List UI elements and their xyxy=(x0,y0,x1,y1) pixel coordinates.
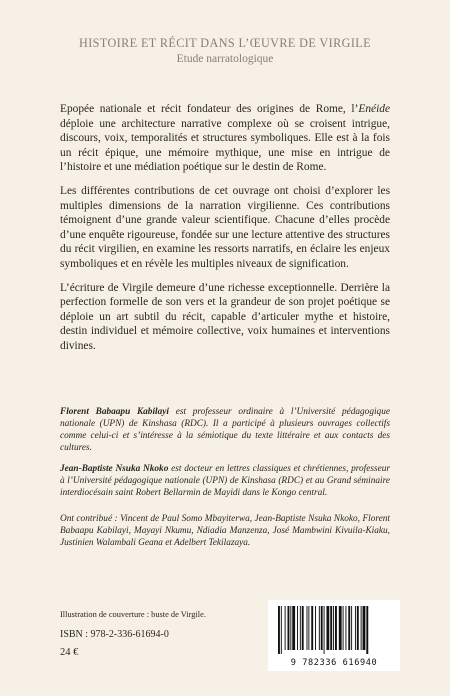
summary-paragraph-2: Les différentes contributions de cet ouvrage ont choisi d’explorer les multiples dimensions de la narration virgilienne. Ces contributions témoignent d’une grande valeur scientifique. Chacune d’elles procède d’une enquête rigoureuse, fondée sur une lecture attentive des structures du récit virgilien, en examine les ressorts narratifs, en éclaire les enjeux symboliques et en révèle les multiples niveaux de signification. xyxy=(60,184,390,270)
barcode-bar xyxy=(308,606,309,650)
barcode-bar xyxy=(357,606,359,650)
barcode-bar xyxy=(351,606,352,650)
barcode-bar xyxy=(363,606,366,650)
barcode xyxy=(268,600,400,671)
barcode-bar xyxy=(339,606,342,650)
barcode-bar xyxy=(281,606,282,654)
author-bios xyxy=(60,406,390,558)
barcode-bar xyxy=(315,606,316,650)
barcode-bar xyxy=(321,606,323,650)
summary-paragraph-1 xyxy=(60,102,390,175)
work-title-eneide: Enéide xyxy=(358,103,390,115)
author-2-bio: est docteur en lettres classiques et chrétiennes, professeur à l’Université pédagogique nationale (UPN) de Kinshasa (RDC) et au Grand séminaire interdiocésain saint Robert Bellarmin de Mayidi dans le Kongo central. xyxy=(60,464,391,498)
author-1-name: Florent Babaapu Kabilayi xyxy=(60,407,169,417)
isbn: ISBN : 978-2-336-61694-0 xyxy=(60,629,169,640)
barcode-bar xyxy=(292,606,295,650)
summary-p1-start: Epopée nationale et récit fondateur des origines de Rome, l’ xyxy=(60,103,359,115)
barcode-bar xyxy=(285,606,286,650)
barcode-bar xyxy=(324,606,325,654)
barcode-bar xyxy=(361,606,362,650)
barcode-bar xyxy=(330,606,332,650)
contributors-list: Ont contribué : Vincent de Paul Somo Mbayiterwa, Jean-Baptiste Nsuka Nkoko, Florent Babaapu Kabilayi, Mayayi Nkumu, Ndiadia Manzenza, José Mambwini Kivuila-Kiaku, Justinien Walambali Geana et Adelbert Tekilazaya. xyxy=(60,514,390,548)
barcode-bar xyxy=(348,606,350,650)
barcode-digits: 9 782336 616940 xyxy=(290,658,378,668)
book-subtitle: Etude narratologique xyxy=(176,53,274,65)
barcode-bar xyxy=(307,606,308,650)
bio-author-2 xyxy=(60,463,390,499)
barcode-bar xyxy=(290,606,291,650)
barcode-bar xyxy=(335,606,337,650)
summary-text xyxy=(60,102,390,363)
barcode-bar xyxy=(326,606,329,650)
barcode-bar xyxy=(302,606,304,650)
author-1-bio: est professeur ordinaire à l’Université pédagogique nationale (UPN) de Kinshasa (RDC). Il a participé à plusieurs ouvrages collectifs comme celui-ci et s’intéresse à la sémiotique du texte littéraire et aux contacts des cultures. xyxy=(60,407,390,453)
bio-author-1 xyxy=(60,406,390,454)
summary-paragraph-3: L’écriture de Virgile demeure d’une richesse exceptionnelle. Derrière la perfection formelle de son vers et la grandeur de son projet poétique se déploie un art subtil du récit, capable d’articuler mythe et histoire, destin individuel et mémoire collective, voix humaines et interventions divines. xyxy=(60,281,390,352)
barcode-bar xyxy=(355,606,356,650)
barcode-bar xyxy=(343,606,344,650)
barcode-bar xyxy=(297,606,298,650)
barcode-bar xyxy=(345,606,346,650)
barcode-bar xyxy=(319,606,320,650)
barcode-bar xyxy=(333,606,334,650)
barcode-bar xyxy=(288,606,290,650)
author-2-name: Jean-Baptiste Nsuka Nkoko xyxy=(60,464,169,474)
barcode-bar xyxy=(366,606,368,654)
barcode-bar xyxy=(278,606,280,654)
summary-p1-end: déploie une architecture narrative complexe où se croisent intrigue, discours, voix, temporalités et structures symboliques. Elle est à la fois un récit épique, une mémoire mythique, une mise en intrigue de l’histoire et une médiation poétique sur le destin de Rome. xyxy=(60,117,390,174)
barcode-bars xyxy=(276,606,392,654)
book-title: HISTOIRE ET RÉCIT DANS L’ŒUVRE DE VIRGILE xyxy=(79,36,371,50)
price: 24 € xyxy=(60,647,79,658)
barcode-bar xyxy=(300,606,301,650)
barcode-bar xyxy=(311,606,313,650)
cover-illustration-credit: Illustration de couverture : buste de Virgile. xyxy=(60,610,206,619)
